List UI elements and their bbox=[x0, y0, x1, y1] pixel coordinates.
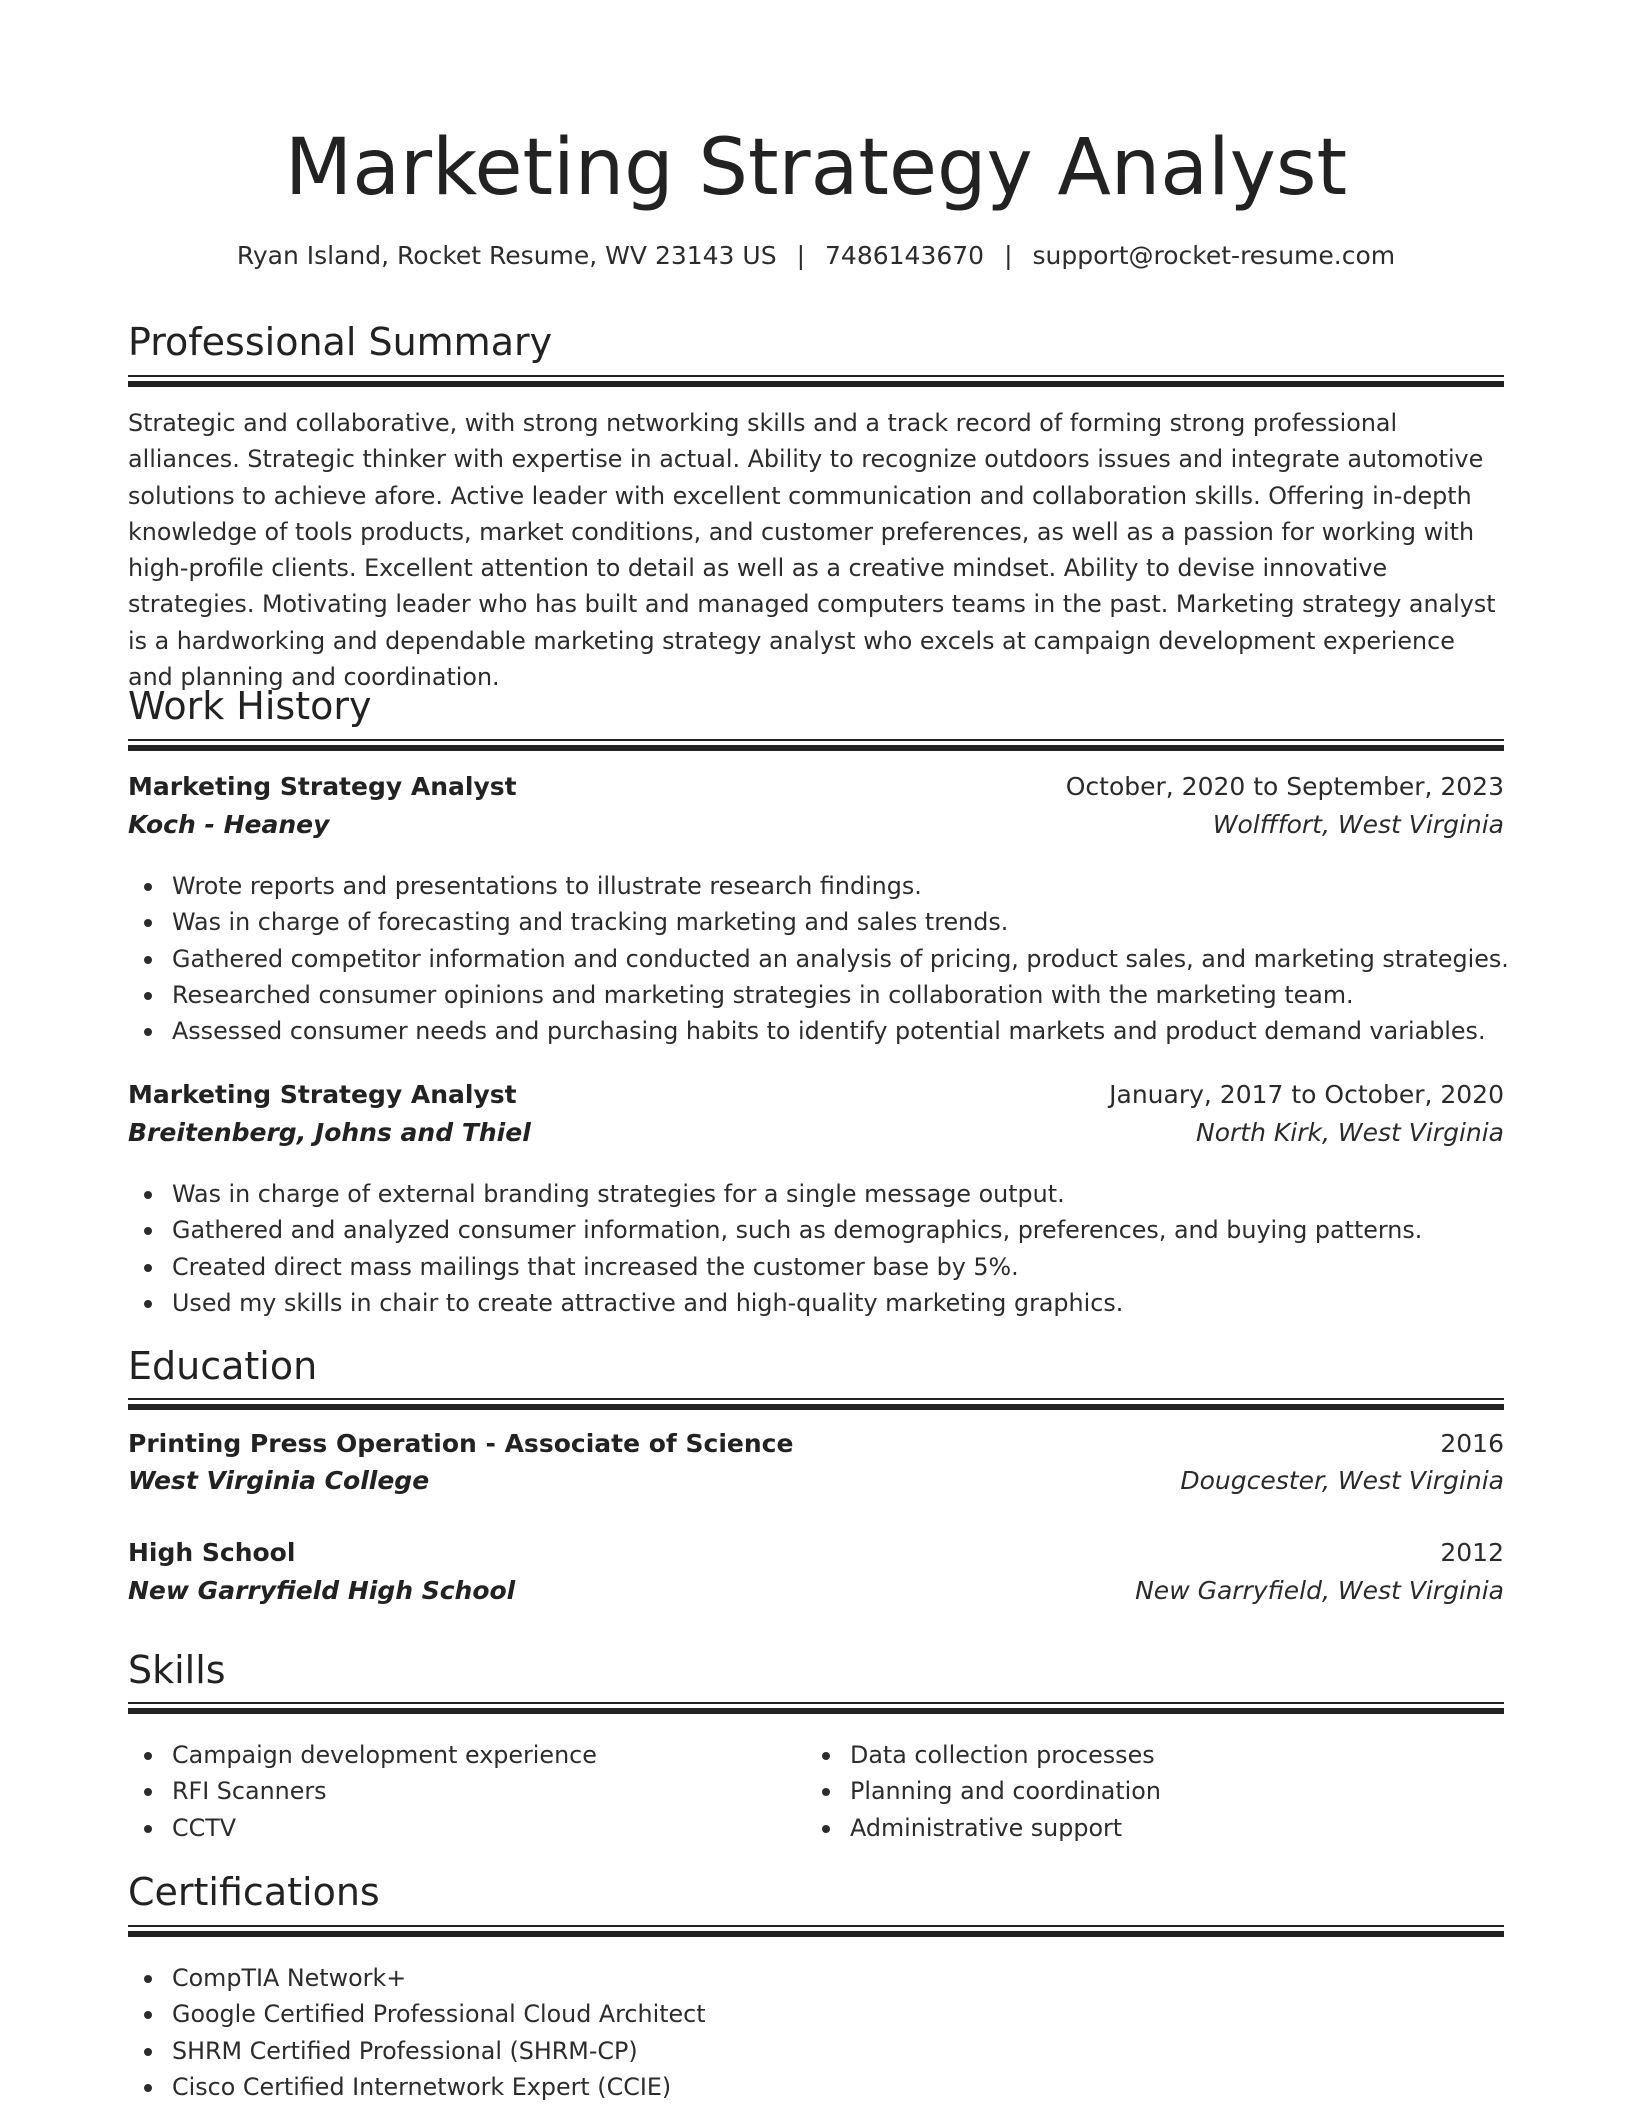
education-degree: High School bbox=[128, 1538, 296, 1567]
job-bullet-list bbox=[128, 1176, 1504, 1321]
section-divider bbox=[128, 1702, 1504, 1714]
education-header bbox=[128, 1426, 1504, 1462]
education-year: 2016 bbox=[1440, 1429, 1504, 1458]
section-divider bbox=[128, 1925, 1504, 1937]
education-subheader bbox=[128, 1463, 1504, 1499]
skill-item: RFI Scanners bbox=[128, 1773, 1504, 1809]
job-bullet-list bbox=[128, 868, 1509, 1049]
education-school: West Virginia College bbox=[128, 1466, 430, 1495]
job-header bbox=[128, 1077, 1504, 1113]
job-bullet: Created direct mass mailings that increased the customer base by 5%. bbox=[128, 1249, 1504, 1285]
job-bullet: Wrote reports and presentations to illustrate research findings. bbox=[128, 868, 1504, 904]
section-divider bbox=[128, 1398, 1504, 1410]
job-company: Koch - Heaney bbox=[128, 810, 330, 839]
section-divider bbox=[128, 739, 1504, 751]
skills-list-right bbox=[806, 1737, 1632, 1846]
job-bullet: Gathered and analyzed consumer information, such as demographics, preferences, and buying patterns. bbox=[128, 1212, 1504, 1248]
contact-phone: 7486143670 bbox=[825, 241, 985, 270]
section-heading-certifications: Certifications bbox=[128, 1870, 380, 1914]
job-company: Breitenberg, Johns and Thiel bbox=[128, 1118, 531, 1147]
education-subheader bbox=[128, 1573, 1504, 1609]
job-location: Wolfffort, West Virginia bbox=[1212, 810, 1504, 839]
contact-separator: | bbox=[1004, 241, 1013, 270]
job-dates: January, 2017 to October, 2020 bbox=[1109, 1080, 1504, 1109]
job-location: North Kirk, West Virginia bbox=[1196, 1118, 1504, 1147]
certification-item: Google Certified Professional Cloud Architect bbox=[128, 1996, 1504, 2032]
job-bullet: Was in charge of forecasting and tracking marketing and sales trends. bbox=[128, 904, 1504, 940]
education-location: New Garryfield, West Virginia bbox=[1135, 1576, 1504, 1605]
education-location: Dougcester, West Virginia bbox=[1180, 1466, 1504, 1495]
job-bullet: Assessed consumer needs and purchasing habits to identify potential markets and product demand variables. bbox=[128, 1013, 1504, 1049]
contact-separator: | bbox=[796, 241, 806, 270]
job-title: Marketing Strategy Analyst bbox=[128, 772, 517, 801]
education-year: 2012 bbox=[1440, 1538, 1504, 1567]
skill-item: Administrative support bbox=[806, 1810, 1632, 1846]
education-school: New Garryfield High School bbox=[128, 1576, 516, 1605]
section-heading-skills: Skills bbox=[128, 1648, 226, 1692]
section-heading-summary: Professional Summary bbox=[128, 320, 553, 364]
contact-email: support@rocket-resume.com bbox=[1032, 241, 1396, 270]
job-bullet: Used my skills in chair to create attractive and high-quality marketing graphics. bbox=[128, 1285, 1504, 1321]
education-degree: Printing Press Operation - Associate of Science bbox=[128, 1429, 794, 1458]
contact-line bbox=[128, 238, 1504, 274]
job-subheader bbox=[128, 807, 1504, 843]
certification-item: CompTIA Network+ bbox=[128, 1960, 1504, 1996]
job-bullet: Researched consumer opinions and marketing strategies in collaboration with the marketing team. bbox=[128, 977, 1504, 1013]
skill-item: CCTV bbox=[128, 1810, 1504, 1846]
section-heading-work: Work History bbox=[128, 684, 372, 728]
resume-title: Marketing Strategy Analyst bbox=[284, 123, 1348, 213]
skill-item: Data collection processes bbox=[806, 1737, 1632, 1773]
skill-item: Planning and coordination bbox=[806, 1773, 1632, 1809]
contact-address: Ryan Island, Rocket Resume, WV 23143 US bbox=[236, 241, 777, 270]
job-bullet: Gathered competitor information and conducted an analysis of pricing, product sales, and marketing strategies. bbox=[128, 941, 1504, 977]
section-heading-education: Education bbox=[128, 1344, 318, 1388]
job-header bbox=[128, 769, 1504, 805]
certification-item: SHRM Certified Professional (SHRM-CP) bbox=[128, 2033, 1504, 2069]
job-title: Marketing Strategy Analyst bbox=[128, 1080, 517, 1109]
section-divider bbox=[128, 375, 1504, 387]
summary-text: Strategic and collaborative, with strong networking skills and a track record of forming strong professional alliances. Strategic thinker with expertise in actual. Ability to recognize outdoors issues and integrate automotive solutions to achieve afore. Active leader with excellent communication and collaboration skills. Offering in-depth knowledge of tools products, market conditions, and customer preferences, as well as a passion for working with high-profile clients. Excellent attention to detail as well as a creative mindset. Ability to devise innovative strategies. Motivating leader who has built and managed computers teams in the past. Marketing strategy analyst is a hardworking and dependable marketing strategy analyst who excels at campaign development experience and planning and coordination. bbox=[128, 409, 1496, 692]
job-subheader bbox=[128, 1115, 1504, 1151]
job-dates: October, 2020 to September, 2023 bbox=[1065, 772, 1504, 801]
job-bullet: Was in charge of external branding strategies for a single message output. bbox=[128, 1176, 1504, 1212]
skill-item: Campaign development experience bbox=[128, 1737, 1504, 1773]
certification-item: Cisco Certified Internetwork Expert (CCIE) bbox=[128, 2069, 1504, 2105]
education-header bbox=[128, 1535, 1504, 1571]
certifications-list bbox=[128, 1960, 1504, 2105]
